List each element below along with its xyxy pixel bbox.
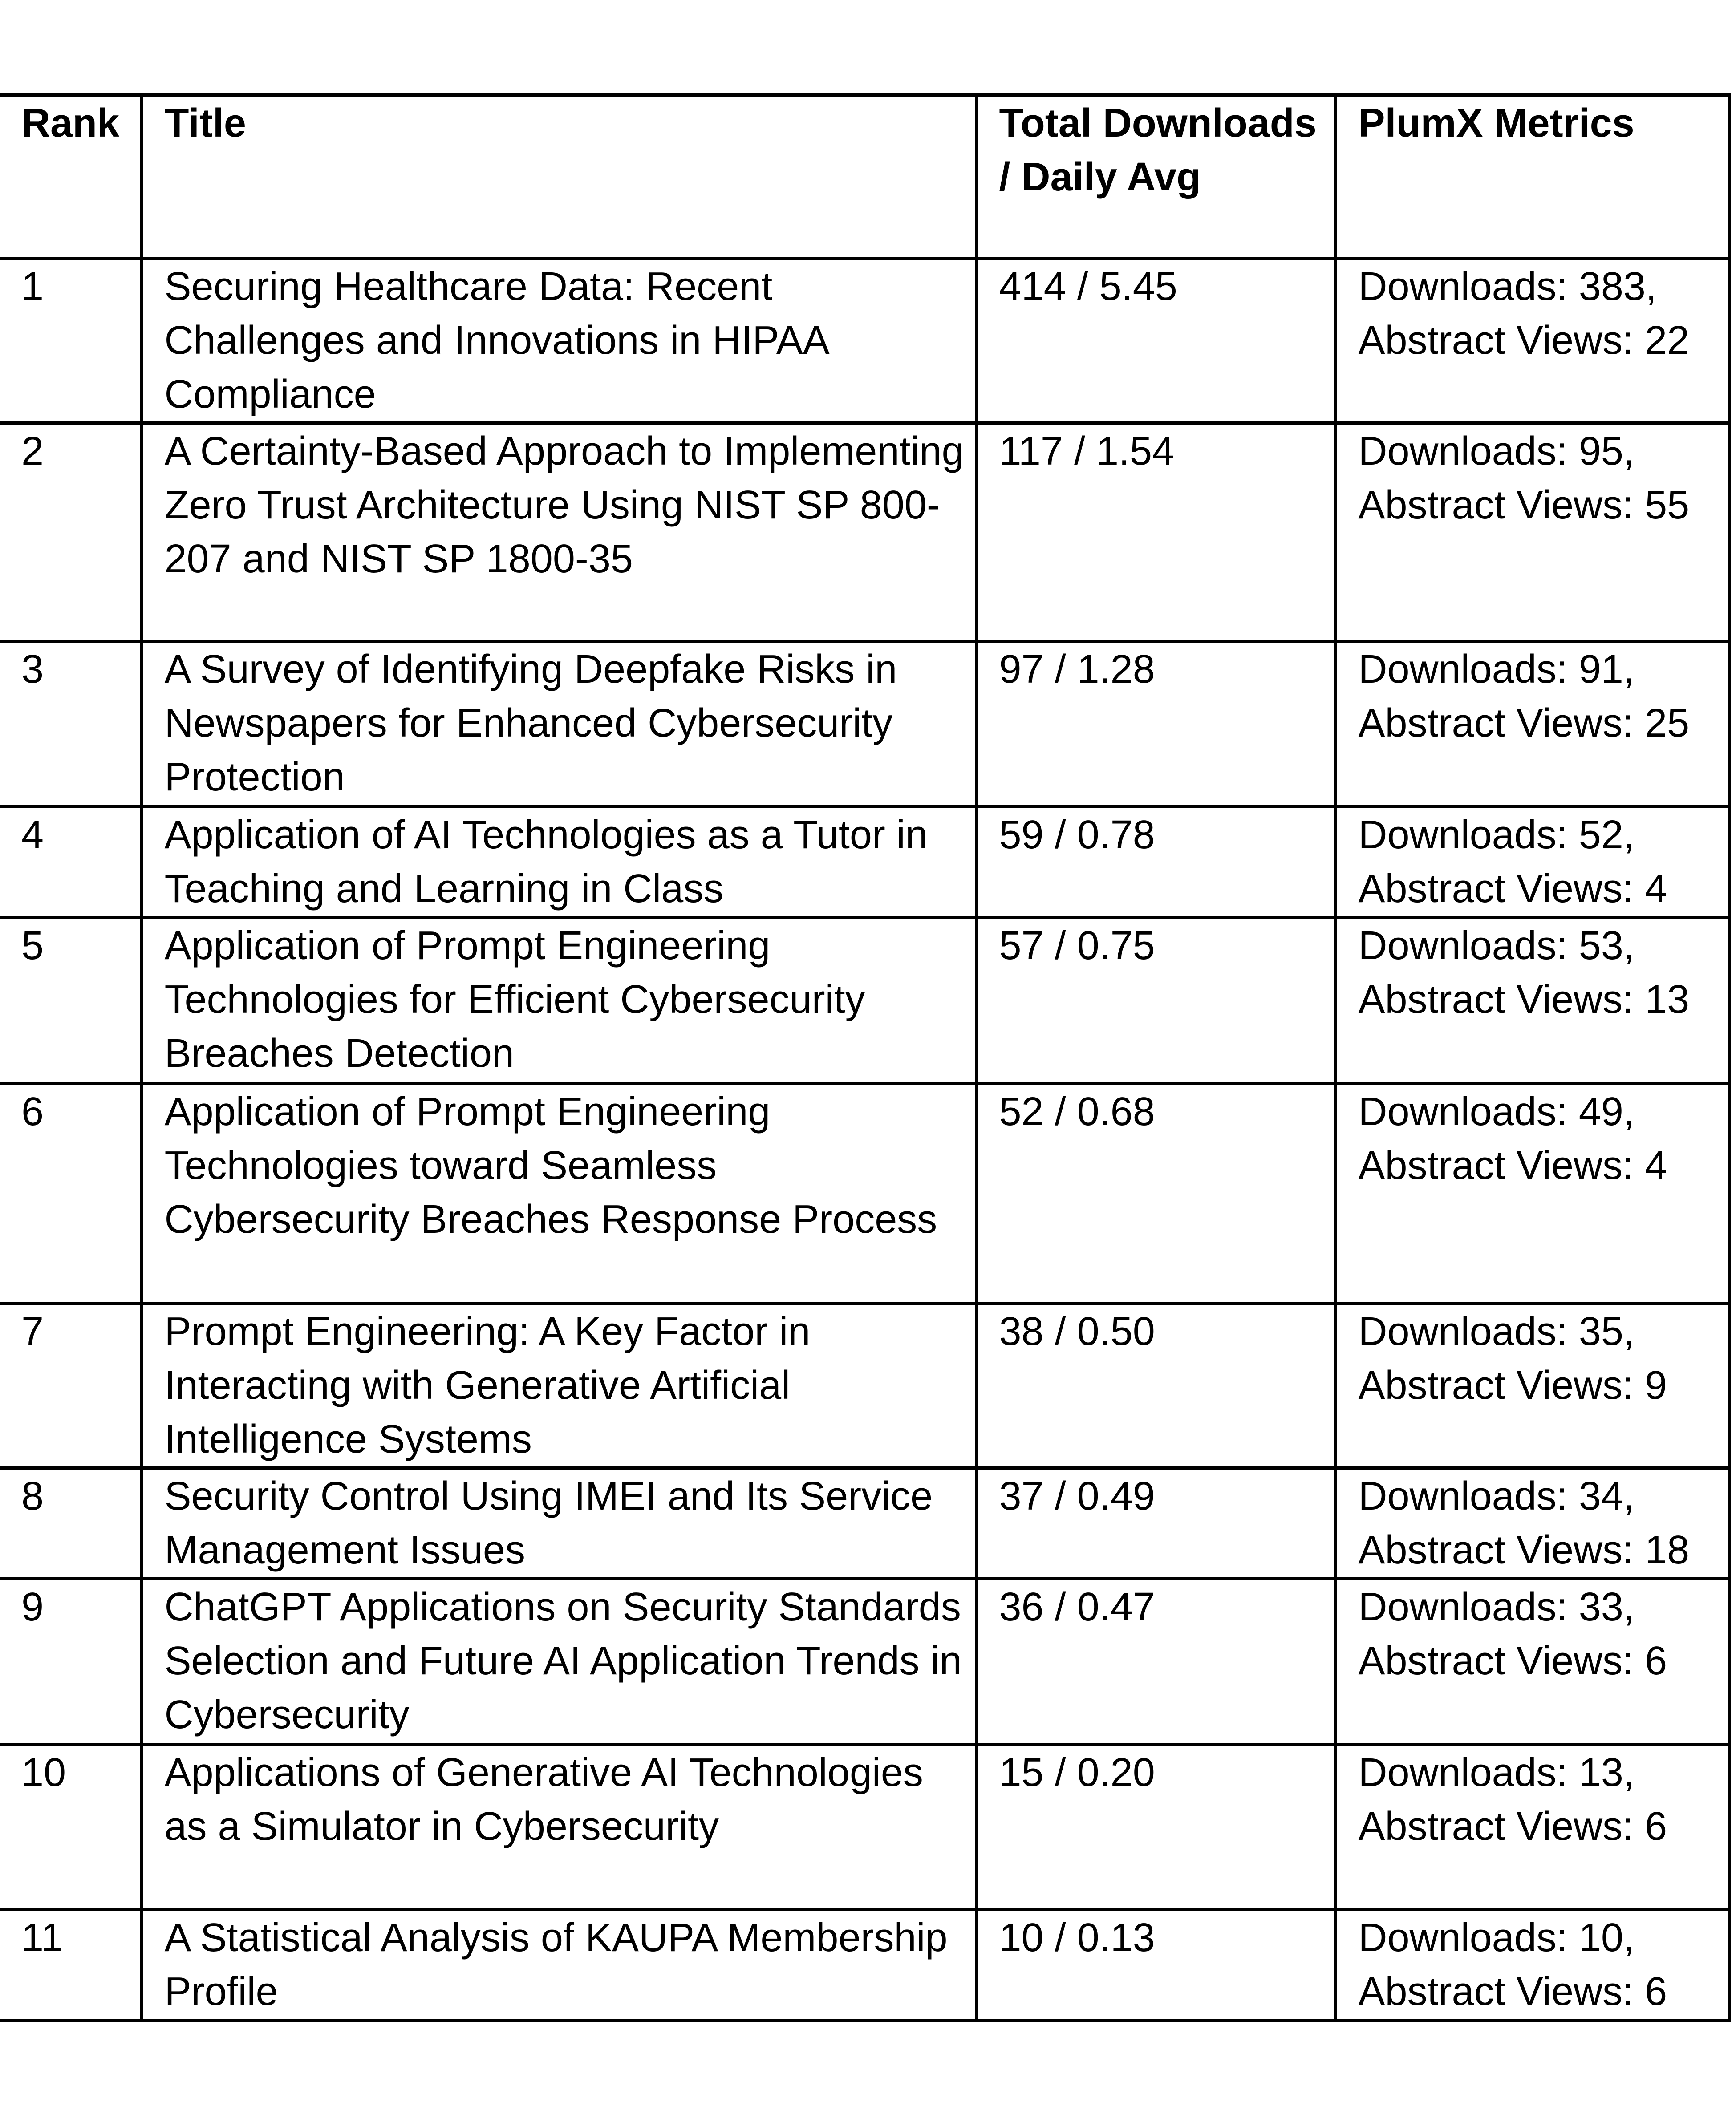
cell-title: Application of Prompt Engineering Technologies toward Seamless Cybersecurity Breaches Response Process xyxy=(142,1084,976,1304)
table-row xyxy=(0,807,1729,918)
cell-plumx: Downloads: 49, Abstract Views: 4 xyxy=(1335,1084,1729,1304)
cell-rank: 10 xyxy=(0,1745,142,1910)
cell-downloads: 37 / 0.49 xyxy=(976,1468,1335,1579)
cell-title: A Statistical Analysis of KAUPA Membership Profile xyxy=(142,1910,976,2021)
cell-downloads: 414 / 5.45 xyxy=(976,259,1335,423)
cell-rank: 6 xyxy=(0,1084,142,1304)
cell-title: ChatGPT Applications on Security Standards Selection and Future AI Application Trends in Cybersecurity xyxy=(142,1579,976,1745)
cell-rank: 3 xyxy=(0,641,142,807)
header-title: Title xyxy=(142,95,976,259)
table-row xyxy=(0,1910,1729,2021)
table-row xyxy=(0,918,1729,1084)
table-header xyxy=(0,95,1729,259)
cell-plumx: Downloads: 53, Abstract Views: 13 xyxy=(1335,918,1729,1084)
cell-plumx: Downloads: 13, Abstract Views: 6 xyxy=(1335,1745,1729,1910)
header-row xyxy=(0,95,1729,259)
cell-plumx: Downloads: 10, Abstract Views: 6 xyxy=(1335,1910,1729,2021)
cell-plumx: Downloads: 33, Abstract Views: 6 xyxy=(1335,1579,1729,1745)
cell-downloads: 15 / 0.20 xyxy=(976,1745,1335,1910)
header-rank: Rank xyxy=(0,95,142,259)
cell-plumx: Downloads: 35, Abstract Views: 9 xyxy=(1335,1304,1729,1468)
header-plumx: PlumX Metrics xyxy=(1335,95,1729,259)
cell-downloads: 10 / 0.13 xyxy=(976,1910,1335,2021)
cell-rank: 8 xyxy=(0,1468,142,1579)
cell-plumx: Downloads: 91, Abstract Views: 25 xyxy=(1335,641,1729,807)
cell-rank: 1 xyxy=(0,259,142,423)
cell-plumx: Downloads: 383, Abstract Views: 22 xyxy=(1335,259,1729,423)
cell-title: Securing Healthcare Data: Recent Challenges and Innovations in HIPAA Compliance xyxy=(142,259,976,423)
cell-downloads: 52 / 0.68 xyxy=(976,1084,1335,1304)
cell-title: Applications of Generative AI Technologies as a Simulator in Cybersecurity xyxy=(142,1745,976,1910)
cell-title: Application of AI Technologies as a Tutor in Teaching and Learning in Class xyxy=(142,807,976,918)
cell-downloads: 36 / 0.47 xyxy=(976,1579,1335,1745)
cell-plumx: Downloads: 52, Abstract Views: 4 xyxy=(1335,807,1729,918)
cell-title: Security Control Using IMEI and Its Service Management Issues xyxy=(142,1468,976,1579)
rankings-table xyxy=(0,93,1731,2022)
cell-downloads: 57 / 0.75 xyxy=(976,918,1335,1084)
cell-title: Application of Prompt Engineering Technologies for Efficient Cybersecurity Breaches Detection xyxy=(142,918,976,1084)
cell-plumx: Downloads: 95, Abstract Views: 55 xyxy=(1335,423,1729,641)
cell-title: Prompt Engineering: A Key Factor in Interacting with Generative Artificial Intelligence Systems xyxy=(142,1304,976,1468)
table-row xyxy=(0,1084,1729,1304)
cell-rank: 7 xyxy=(0,1304,142,1468)
table-body xyxy=(0,259,1729,2021)
cell-downloads: 117 / 1.54 xyxy=(976,423,1335,641)
cell-rank: 11 xyxy=(0,1910,142,2021)
table-row xyxy=(0,641,1729,807)
cell-rank: 4 xyxy=(0,807,142,918)
table-row xyxy=(0,1304,1729,1468)
table-row xyxy=(0,1579,1729,1745)
table-row xyxy=(0,1745,1729,1910)
cell-rank: 2 xyxy=(0,423,142,641)
cell-plumx: Downloads: 34, Abstract Views: 18 xyxy=(1335,1468,1729,1579)
table-row xyxy=(0,1468,1729,1579)
cell-downloads: 38 / 0.50 xyxy=(976,1304,1335,1468)
cell-rank: 5 xyxy=(0,918,142,1084)
table-row xyxy=(0,423,1729,641)
header-downloads: Total Downloads / Daily Avg xyxy=(976,95,1335,259)
cell-downloads: 59 / 0.78 xyxy=(976,807,1335,918)
cell-downloads: 97 / 1.28 xyxy=(976,641,1335,807)
table-row xyxy=(0,259,1729,423)
cell-title: A Certainty-Based Approach to Implementing Zero Trust Architecture Using NIST SP 800-207 and NIST SP 1800-35 xyxy=(142,423,976,641)
cell-title: A Survey of Identifying Deepfake Risks in Newspapers for Enhanced Cybersecurity Protection xyxy=(142,641,976,807)
cell-rank: 9 xyxy=(0,1579,142,1745)
